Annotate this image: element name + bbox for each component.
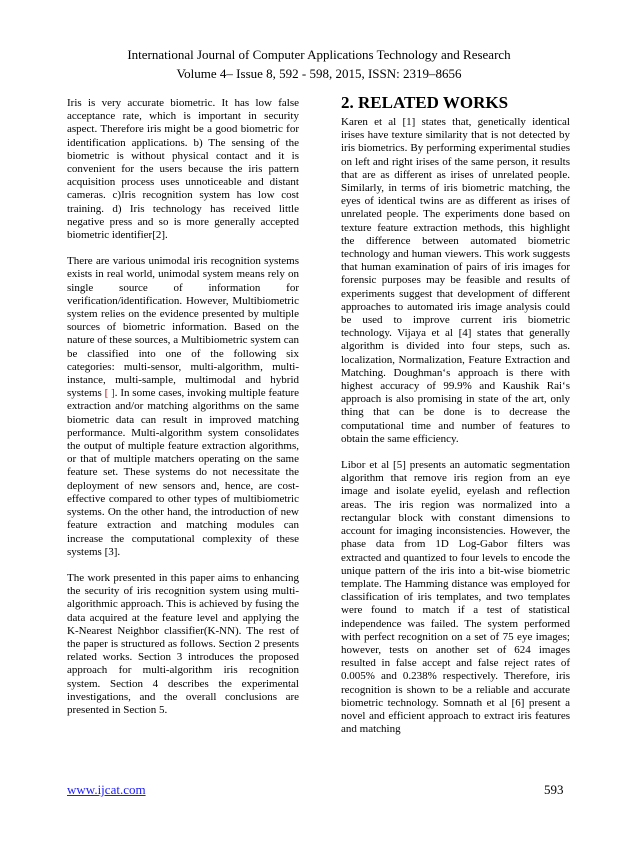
right-column xyxy=(341,93,570,749)
website-link[interactable]: www.ijcat.com xyxy=(67,782,146,797)
paragraph: Karen et al [1] states that, genetically identical irises have texture similarity that is not detected by iris biometrics. By performing experimental studies on left and right irises of the same person, it results that are as different as irises of unrelated people. Similarly, in terms of iris biometric matching, the eyes of identical twins are as different as irises of unrelated people. The experiments done based on texture feature extraction methods, this highlight the difference between automated biometric technology and human viewers. This work suggests that human examination of pairs of iris images for forensic purposes may be feasible and results of experiments suggest that development of different approaches to automated iris image analysis could be used to improve current iris biometric technology. Vijaya et al [4] states that generally algorithm is divided into four steps, such as. localization, Normalization, Feature Extraction and Matching. Doughman‘s approach is there with highest accuracy of 99.9% and Kaushik Rai‘s approach is also promising in state of the art, only thing that can be done is to decrease the computational time and number of features to obtain the same efficiency. xyxy=(341,116,570,445)
paragraph: Libor et al [5] presents an automatic segmentation algorithm that remove iris region from an eye image and isolate eyelid, eyelash and reflection areas. The iris region was normalized into a rectangular block with constant dimensions to account for imaging inconsistencies. However, the phase data from 1D Log-Gabor filters was extracted and quantized to four levels to encode the unique pattern of the iris into a bit-wise biometric template. The Hamming distance was employed for classification of iris templates, and two templates were found to match if a test of statistical independence was failed. The system performed with perfect recognition on a set of 75 eye images; however, tests on another set of 624 images resulted in false accept and false reject rates of 0.005% and 0.238% respectively. Therefore, iris recognition is shown to be a reliable and accurate biometric technology. Somnath et al [6] present a novel and efficient approach to extract iris features and matching xyxy=(341,459,570,736)
paragraph: Iris is very accurate biometric. It has low false acceptance rate, which is important in security aspect. Therefore iris might be a good biometric for identification applications. b) The sensing of the biometric is without physical contact and it is convenient for the users because the iris pattern acquisition process uses unnoticeable and distant cameras. c)Iris recognition system has low cost training. d) Iris technology has received little negative press and so is more generally accepted biometric identifier[2]. xyxy=(67,97,299,242)
paragraph-text: . In some cases, invoking multiple feature extraction and/or matching algorithms on the same biometric data can result in improved matching performance. Multi-algorithm system consolidates the output of multiple feature extraction algorithms, or that of multiple matchers operating on the same feature set. These systems do not necessitate the deployment of new sensors and, hence, are cost-effective compared to other types of multibiometric systems. On the other hand, the introduction of new feature extraction and matching modules can increase the computational complexity of these systems [3]. xyxy=(67,387,299,558)
page-number: 593 xyxy=(544,782,564,797)
journal-volume-info: Volume 4– Issue 8, 592 - 598, 2015, ISSN: 2319–8656 xyxy=(176,66,462,81)
section-heading: 2. RELATED WORKS xyxy=(341,93,509,112)
paragraph-text: There are various unimodal iris recognition systems exists in real world, unimodal system means rely on single source of information for verification/identification. However, Multibiometric system relies on the evidence presented by multiple sources of biometric information. Based on the nature of these sources, a Multibiometric system can be classified into one of the following six categories: multi-sensor, multi-algorithm, multi-instance, multi-sample, multimodal and hybrid systems xyxy=(67,255,299,400)
journal-title: International Journal of Computer Applications Technology and Research xyxy=(127,47,511,62)
paragraph: The work presented in this paper aims to enhancing the security of iris recognition system using multi-algorithmic approach. This is achieved by fusing the data acquired at the feature level and applying the K-Nearest Neighbor classifier(K-NN). The rest of the paper is structured as follows. Section 2 presents related works. Section 3 introduces the proposed approach for multi-algorithm iris recognition system. Section 4 describes the experimental investigations, and the overall conclusions are presented in Section 5. xyxy=(67,571,299,716)
citation-placeholder: [ ] xyxy=(104,387,115,400)
left-column xyxy=(67,97,299,730)
paragraph xyxy=(67,255,299,559)
